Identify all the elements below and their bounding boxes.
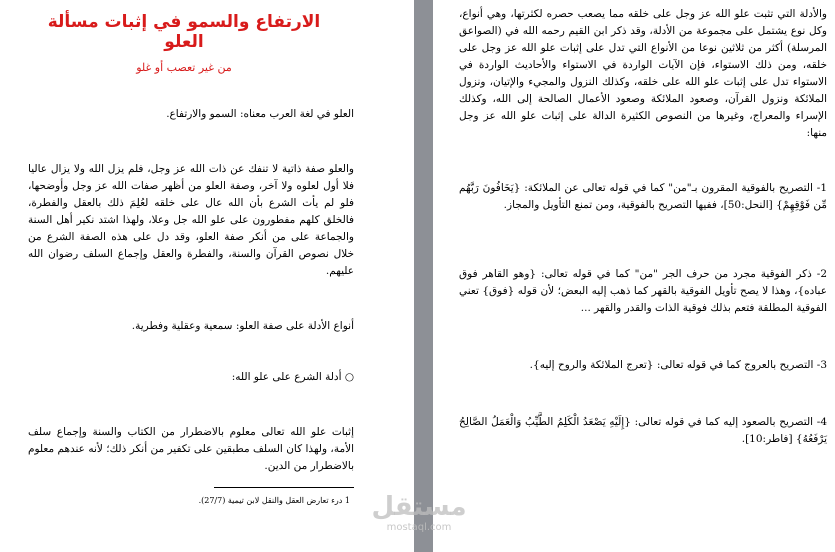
paragraph-consensus: إثبات علو الله تعالى معلوم بالاضطرار من الكتاب والسنة وإجماع سلف الأمة، ولهذا كان السلف مطبقين على تكفير من أنكر ذلك؛ لأنه عندهم معلوم بالاضطرار من الدين. [28,426,354,472]
list-item-2: 2- ذكر الفوقية مجرد من حرف الجر "من" كما في قوله تعالى: {وهو القاهر فوق عباده}، وهذا لا يصح تأويل الفوقية بالقهر كما ذهب إليه البعض؛ لأن قوله {فوق} تعني الفوقية المطلقة فتعم بذلك فوقية الذات والقدر والقهر ... [459,268,827,314]
list-item-1: 1- التصريح بالفوقية المقرون بـ"من" كما في قوله تعالى عن الملائكة: {يَخَافُونَ رَبَّهُم مِّن فَوْقِهِمْ} [النحل:50]، ففيها التصريح بالفوقية، ومن تمنع التأويل والمجاز. [459,182,827,211]
document-page-right [433,0,835,552]
list-item-3: 3- التصريح بالعروج كما في قوله تعالى: {تعرج الملائكة والروح إليه}. [529,359,827,371]
footnote: 1 درء تعارض العقل والنقل لابن تيمية (27/7). [198,496,350,505]
document-title: الارتفاع والسمو في إثبات مسألة العلو [47,12,321,52]
paragraph-attribute: والعلو صفة ذاتية لا تنفك عن ذات الله عز وجل، فلم يزل الله ولا يزال عاليا فلا أول لعلوه ولا آخر، وصفة العلو من أظهر صفات الله عز وجل وأوضحها، فلو لم يأت الشرع بأن الله عال على خلقه لعُلِمَ ذلك بالعقل والفطرة، فالخلق كلهم مفطورون على علو الله جل وعلا، ولهذا اشتد نكير أهل السنة والجماعة على من أنكر صفة العلو، وقد دل على هذه الصفة الشرع من خلال نصوص القرآن والسنة، والفطرة والعقل وإجماع السلف رضوان الله عليهم. [28,163,354,277]
page-gutter [414,0,433,552]
paragraph-sharia-heading: ○ أدلة الشرع على علو الله: [231,371,354,383]
paragraph-evidence-types: أنواع الأدلة على صفة العلو: سمعية وعقلية وفطرية. [131,320,354,332]
watermark-domain: mostaql.com [386,522,452,533]
footnote-separator [214,487,354,488]
document-page-left [0,0,414,552]
paragraph-intro: والأدلة التي تثبت علو الله عز وجل على خلقه مما يصعب حصره لكثرتها، وهي أنواع، وكل نوع يشتمل على مجموعة من الأدلة، وقد ذكر ابن القيم رحمه الله في (الصواعق المرسلة) أكثر من ثلاثين نوعا من الأنواع التي تدل على إثبات علو الله عز وجل على خلقه، ومن ذلك الاستواء، فإن الآيات الواردة في الاستواء والأحاديث الواردة في الاستواء تدل على إثبات علو الله على خلقه، وكذلك النزول والمجيء والإتيان، ونزول الملائكة ونزول القرآن، وصعود الملائكة وصعود الأعمال الصالحة إلى الله، وكذلك الإسراء والمعراج، وغيرها من النصوص الكثيرة الدالة على إثبات علو الله عز وجل منها: [459,8,827,139]
paragraph-definition: العلو في لغة العرب معناه: السمو والارتفاع. [166,108,354,120]
document-subtitle: من غير تعصب أو غلو [136,61,232,74]
watermark-brand: مستقل [371,492,467,522]
list-item-4: 4- التصريح بالصعود إليه كما في قوله تعالى: {إِلَيْهِ يَصْعَدُ الْكَلِمُ الطَّيِّبُ وَالْعَمَلُ الصَّالِحُ يَرْفَعُهُ} [فاطر:10]. [459,416,827,445]
